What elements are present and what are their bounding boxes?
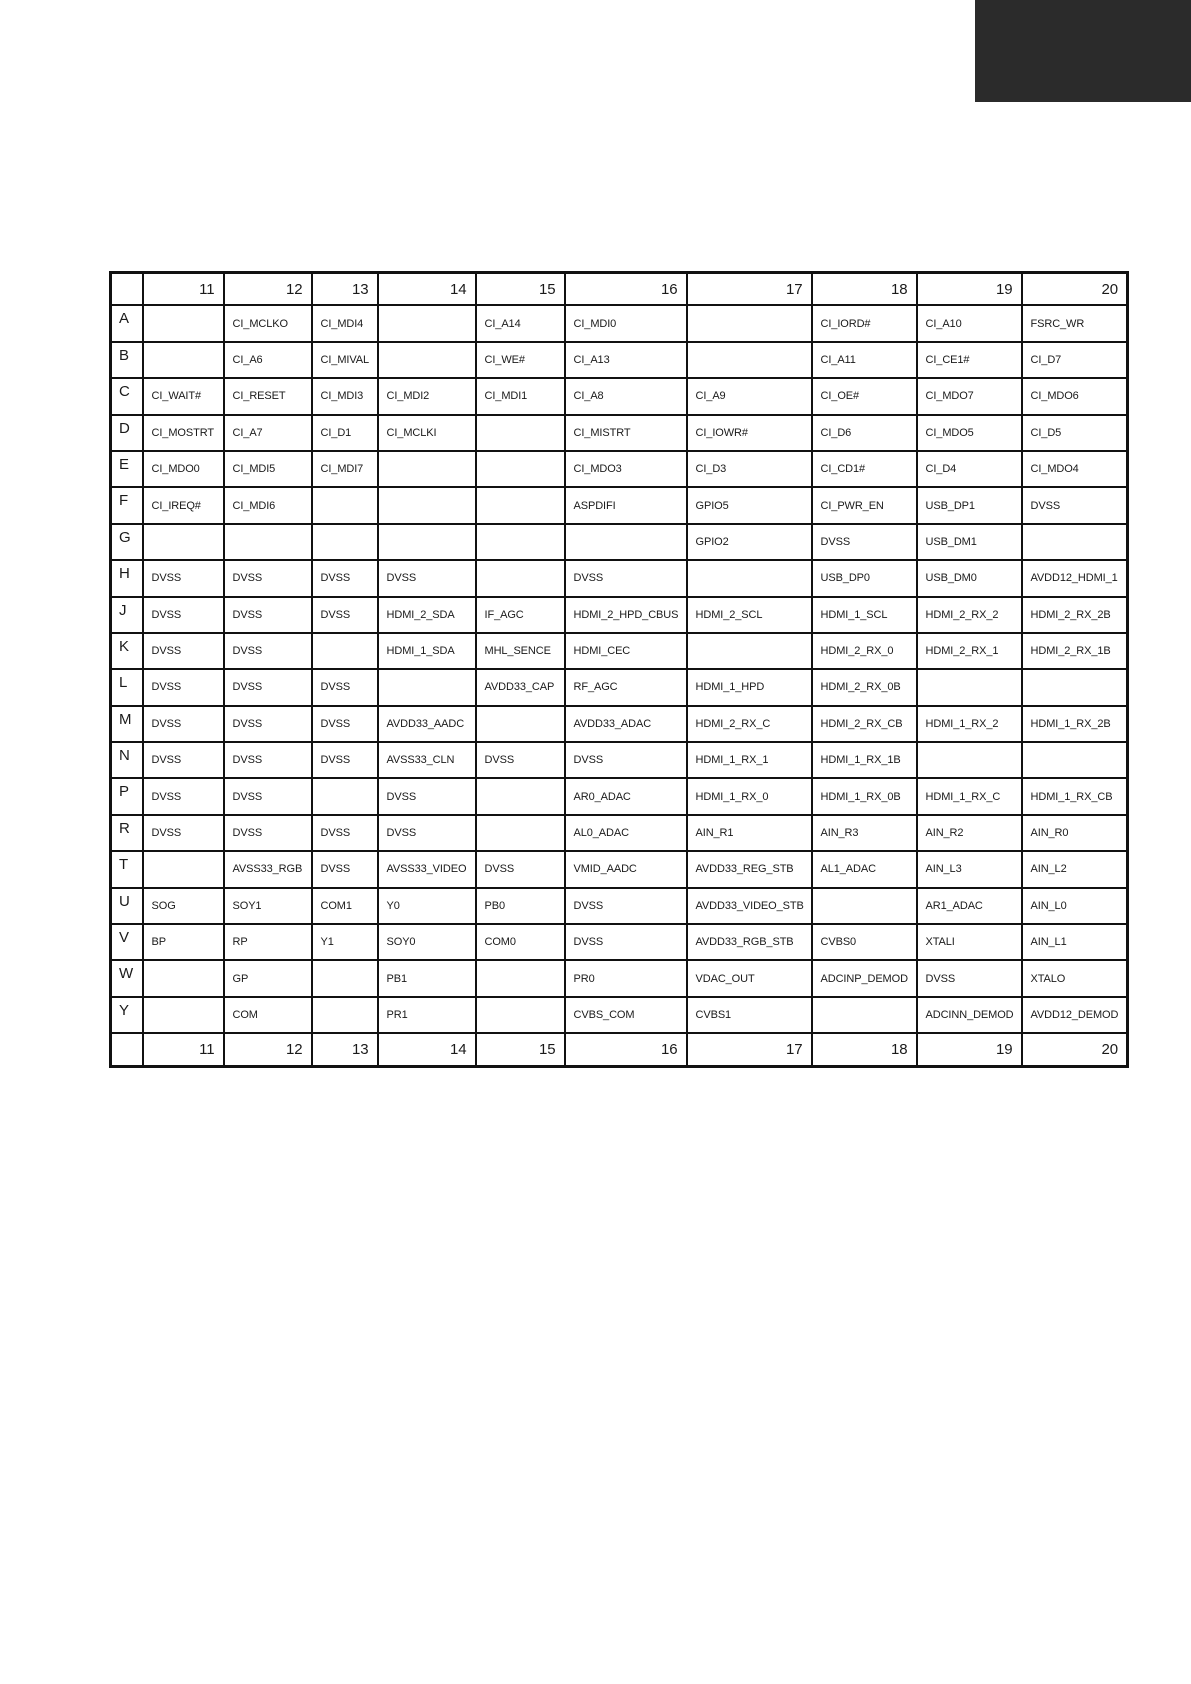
pin-cell bbox=[476, 997, 565, 1033]
pin-cell bbox=[812, 997, 917, 1033]
pin-cell bbox=[687, 560, 812, 596]
row-label: B bbox=[111, 342, 143, 378]
pin-cell: DVSS bbox=[378, 560, 476, 596]
table-row bbox=[111, 742, 1128, 778]
column-header: 19 bbox=[917, 1033, 1022, 1066]
table-row bbox=[111, 305, 1128, 341]
pin-cell: CI_IORD# bbox=[812, 305, 917, 341]
pin-cell: DVSS bbox=[224, 742, 312, 778]
pin-cell: Y1 bbox=[312, 924, 378, 960]
pin-cell: DVSS bbox=[312, 851, 378, 887]
pin-cell: DVSS bbox=[565, 888, 687, 924]
row-label: J bbox=[111, 597, 143, 633]
pin-cell: HDMI_1_RX_1 bbox=[687, 742, 812, 778]
pin-cell: PB1 bbox=[378, 960, 476, 996]
pin-cell bbox=[143, 524, 224, 560]
column-header: 12 bbox=[224, 1033, 312, 1066]
pin-cell: CI_MDI6 bbox=[224, 487, 312, 523]
column-header: 17 bbox=[687, 1033, 812, 1066]
pin-cell: CI_A14 bbox=[476, 305, 565, 341]
table-row bbox=[111, 851, 1128, 887]
pin-cell: HDMI_1_RX_0B bbox=[812, 778, 917, 814]
pin-cell: USB_DM1 bbox=[917, 524, 1022, 560]
column-header: 14 bbox=[378, 1033, 476, 1066]
pin-cell: DVSS bbox=[143, 669, 224, 705]
row-label: Y bbox=[111, 997, 143, 1033]
pin-cell: DVSS bbox=[917, 960, 1022, 996]
pin-cell: VDAC_OUT bbox=[687, 960, 812, 996]
pin-cell: BP bbox=[143, 924, 224, 960]
pin-cell: HDMI_1_SDA bbox=[378, 633, 476, 669]
pin-cell bbox=[143, 851, 224, 887]
pin-cell: CI_A7 bbox=[224, 415, 312, 451]
row-label: L bbox=[111, 669, 143, 705]
pin-cell: ADCINP_DEMOD bbox=[812, 960, 917, 996]
pin-cell: DVSS bbox=[143, 560, 224, 596]
pin-cell bbox=[312, 487, 378, 523]
table-row bbox=[111, 378, 1128, 414]
pin-cell bbox=[476, 560, 565, 596]
row-label: A bbox=[111, 305, 143, 341]
pin-cell: RF_AGC bbox=[565, 669, 687, 705]
pin-cell: VMID_AADC bbox=[565, 851, 687, 887]
table-row bbox=[111, 960, 1128, 996]
pin-cell bbox=[312, 524, 378, 560]
pin-cell: AL1_ADAC bbox=[812, 851, 917, 887]
pin-cell: CI_MDI5 bbox=[224, 451, 312, 487]
table-row bbox=[111, 560, 1128, 596]
column-header: 13 bbox=[312, 273, 378, 306]
pin-cell: CI_A8 bbox=[565, 378, 687, 414]
pin-cell: CI_MDO5 bbox=[917, 415, 1022, 451]
pin-cell: HDMI_2_RX_0 bbox=[812, 633, 917, 669]
pin-cell bbox=[378, 524, 476, 560]
pin-cell bbox=[312, 633, 378, 669]
column-header: 18 bbox=[812, 1033, 917, 1066]
pin-cell: DVSS bbox=[224, 669, 312, 705]
row-label: D bbox=[111, 415, 143, 451]
pin-cell: CI_MCLKI bbox=[378, 415, 476, 451]
pin-cell: AIN_R0 bbox=[1022, 815, 1128, 851]
pin-cell: FSRC_WR bbox=[1022, 305, 1128, 341]
pin-cell: CI_MDI4 bbox=[312, 305, 378, 341]
pin-cell: AL0_ADAC bbox=[565, 815, 687, 851]
row-label: P bbox=[111, 778, 143, 814]
pin-cell: USB_DM0 bbox=[917, 560, 1022, 596]
pin-cell: CI_CD1# bbox=[812, 451, 917, 487]
pin-cell: DVSS bbox=[312, 597, 378, 633]
pin-cell: CI_MDO7 bbox=[917, 378, 1022, 414]
pin-cell: CI_D5 bbox=[1022, 415, 1128, 451]
pin-assignment-table bbox=[109, 271, 1129, 1068]
column-header: 16 bbox=[565, 273, 687, 306]
pin-cell: DVSS bbox=[143, 706, 224, 742]
pin-cell: Y0 bbox=[378, 888, 476, 924]
table-row bbox=[111, 888, 1128, 924]
pin-cell: DVSS bbox=[476, 851, 565, 887]
table-row bbox=[111, 451, 1128, 487]
pin-cell: AIN_R2 bbox=[917, 815, 1022, 851]
pin-cell: AVSS33_CLN bbox=[378, 742, 476, 778]
pin-cell: DVSS bbox=[312, 669, 378, 705]
row-label: M bbox=[111, 706, 143, 742]
pin-cell bbox=[143, 997, 224, 1033]
row-label: K bbox=[111, 633, 143, 669]
pin-cell: CI_WAIT# bbox=[143, 378, 224, 414]
pin-cell: DVSS bbox=[378, 778, 476, 814]
pin-cell: CI_D6 bbox=[812, 415, 917, 451]
pin-cell bbox=[476, 706, 565, 742]
pin-cell: DVSS bbox=[143, 815, 224, 851]
pin-cell bbox=[378, 451, 476, 487]
pin-cell: CI_RESET bbox=[224, 378, 312, 414]
column-header: 11 bbox=[143, 1033, 224, 1066]
pin-cell: DVSS bbox=[224, 778, 312, 814]
pin-cell: CI_MDI2 bbox=[378, 378, 476, 414]
pin-cell: HDMI_2_HPD_CBUS bbox=[565, 597, 687, 633]
pin-cell: XTALO bbox=[1022, 960, 1128, 996]
pin-cell: HDMI_2_RX_1 bbox=[917, 633, 1022, 669]
row-label: C bbox=[111, 378, 143, 414]
pin-cell: GPIO2 bbox=[687, 524, 812, 560]
pin-cell: CI_MDO4 bbox=[1022, 451, 1128, 487]
pin-cell: SOY0 bbox=[378, 924, 476, 960]
pin-cell: CI_MDO3 bbox=[565, 451, 687, 487]
table-row bbox=[111, 524, 1128, 560]
pin-cell: CI_MIVAL bbox=[312, 342, 378, 378]
column-header: 13 bbox=[312, 1033, 378, 1066]
column-header: 20 bbox=[1022, 1033, 1128, 1066]
pin-cell: DVSS bbox=[224, 560, 312, 596]
pin-cell: AVDD12_HDMI_1 bbox=[1022, 560, 1128, 596]
pin-cell: PR0 bbox=[565, 960, 687, 996]
pin-cell: AR1_ADAC bbox=[917, 888, 1022, 924]
pin-cell: AVDD12_DEMOD bbox=[1022, 997, 1128, 1033]
pin-cell: DVSS bbox=[224, 633, 312, 669]
pin-cell: HDMI_2_SCL bbox=[687, 597, 812, 633]
pin-cell: AVDD33_AADC bbox=[378, 706, 476, 742]
pin-cell: HDMI_1_SCL bbox=[812, 597, 917, 633]
column-header: 20 bbox=[1022, 273, 1128, 306]
pin-cell bbox=[378, 669, 476, 705]
pin-cell: USB_DP1 bbox=[917, 487, 1022, 523]
column-header: 17 bbox=[687, 273, 812, 306]
pin-cell: CI_MCLKO bbox=[224, 305, 312, 341]
pin-cell: MHL_SENCE bbox=[476, 633, 565, 669]
pin-cell: HDMI_2_SDA bbox=[378, 597, 476, 633]
pin-cell: DVSS bbox=[312, 815, 378, 851]
pin-cell: GP bbox=[224, 960, 312, 996]
pin-cell: GPIO5 bbox=[687, 487, 812, 523]
pin-cell: DVSS bbox=[143, 742, 224, 778]
pin-cell bbox=[476, 815, 565, 851]
pin-cell: DVSS bbox=[476, 742, 565, 778]
pin-cell: AVDD33_ADAC bbox=[565, 706, 687, 742]
pin-cell: CI_MISTRT bbox=[565, 415, 687, 451]
table-row bbox=[111, 815, 1128, 851]
header-row-bottom bbox=[111, 1033, 1128, 1066]
pin-cell: AIN_L2 bbox=[1022, 851, 1128, 887]
pin-cell: DVSS bbox=[143, 597, 224, 633]
pin-cell bbox=[143, 960, 224, 996]
column-header: 19 bbox=[917, 273, 1022, 306]
column-header: 12 bbox=[224, 273, 312, 306]
pin-cell: CI_MDI3 bbox=[312, 378, 378, 414]
pin-cell bbox=[378, 487, 476, 523]
pin-cell: COM0 bbox=[476, 924, 565, 960]
pin-cell: AVDD33_RGB_STB bbox=[687, 924, 812, 960]
pin-cell bbox=[1022, 524, 1128, 560]
pin-cell bbox=[565, 524, 687, 560]
pin-cell: AIN_R3 bbox=[812, 815, 917, 851]
pin-table-body bbox=[111, 273, 1128, 1067]
pin-cell: HDMI_1_RX_CB bbox=[1022, 778, 1128, 814]
pin-cell: PR1 bbox=[378, 997, 476, 1033]
pin-cell bbox=[224, 524, 312, 560]
pin-cell bbox=[1022, 742, 1128, 778]
pin-cell: DVSS bbox=[224, 706, 312, 742]
pin-cell bbox=[917, 669, 1022, 705]
pin-cell: DVSS bbox=[1022, 487, 1128, 523]
pin-cell: HDMI_1_RX_C bbox=[917, 778, 1022, 814]
pin-cell: CI_IOWR# bbox=[687, 415, 812, 451]
column-header: 14 bbox=[378, 273, 476, 306]
pin-cell: AVDD33_REG_STB bbox=[687, 851, 812, 887]
corner-cell bbox=[111, 1033, 143, 1066]
pin-cell bbox=[687, 342, 812, 378]
pin-cell: DVSS bbox=[224, 597, 312, 633]
pin-cell: CI_WE# bbox=[476, 342, 565, 378]
pin-cell: HDMI_1_HPD bbox=[687, 669, 812, 705]
pin-cell: HDMI_2_RX_C bbox=[687, 706, 812, 742]
pin-cell bbox=[1022, 669, 1128, 705]
pin-cell: DVSS bbox=[565, 924, 687, 960]
pin-cell: HDMI_2_RX_0B bbox=[812, 669, 917, 705]
pin-cell: AIN_L0 bbox=[1022, 888, 1128, 924]
pin-cell: CI_IREQ# bbox=[143, 487, 224, 523]
pin-cell: AIN_L1 bbox=[1022, 924, 1128, 960]
pin-cell: CVBS1 bbox=[687, 997, 812, 1033]
pin-cell: CI_A9 bbox=[687, 378, 812, 414]
pin-cell: IF_AGC bbox=[476, 597, 565, 633]
pin-cell: CI_A11 bbox=[812, 342, 917, 378]
pin-cell: CI_D4 bbox=[917, 451, 1022, 487]
pin-cell: AVDD33_VIDEO_STB bbox=[687, 888, 812, 924]
pin-cell: HDMI_1_RX_1B bbox=[812, 742, 917, 778]
column-header: 16 bbox=[565, 1033, 687, 1066]
pin-cell bbox=[143, 342, 224, 378]
pin-cell: HDMI_CEC bbox=[565, 633, 687, 669]
pin-cell bbox=[312, 997, 378, 1033]
pin-cell: HDMI_2_RX_CB bbox=[812, 706, 917, 742]
pin-cell: CI_MOSTRT bbox=[143, 415, 224, 451]
row-label: N bbox=[111, 742, 143, 778]
pin-cell: DVSS bbox=[565, 560, 687, 596]
header-row-top bbox=[111, 273, 1128, 306]
pin-cell: USB_DP0 bbox=[812, 560, 917, 596]
table-row bbox=[111, 487, 1128, 523]
pin-cell bbox=[378, 305, 476, 341]
pin-cell: CI_D1 bbox=[312, 415, 378, 451]
pin-cell: CI_MDI7 bbox=[312, 451, 378, 487]
pin-cell bbox=[476, 524, 565, 560]
pin-cell: AVSS33_VIDEO bbox=[378, 851, 476, 887]
pin-cell: AVSS33_RGB bbox=[224, 851, 312, 887]
pin-cell bbox=[476, 960, 565, 996]
table-row bbox=[111, 778, 1128, 814]
pin-cell bbox=[812, 888, 917, 924]
pin-cell: DVSS bbox=[312, 706, 378, 742]
table-row bbox=[111, 706, 1128, 742]
table-row bbox=[111, 924, 1128, 960]
pin-cell: SOY1 bbox=[224, 888, 312, 924]
pin-cell: DVSS bbox=[812, 524, 917, 560]
pin-cell: HDMI_1_RX_2B bbox=[1022, 706, 1128, 742]
page-corner-block bbox=[975, 0, 1191, 102]
pin-cell: CI_CE1# bbox=[917, 342, 1022, 378]
pin-cell: CI_PWR_EN bbox=[812, 487, 917, 523]
column-header: 15 bbox=[476, 1033, 565, 1066]
pin-cell: CI_MDO0 bbox=[143, 451, 224, 487]
pin-cell: COM bbox=[224, 997, 312, 1033]
pin-cell: DVSS bbox=[143, 778, 224, 814]
pin-cell bbox=[476, 487, 565, 523]
pin-cell: DVSS bbox=[143, 633, 224, 669]
column-header: 15 bbox=[476, 273, 565, 306]
pin-cell: AVDD33_CAP bbox=[476, 669, 565, 705]
pin-cell: SOG bbox=[143, 888, 224, 924]
row-label: R bbox=[111, 815, 143, 851]
pin-cell: CI_D7 bbox=[1022, 342, 1128, 378]
table-row bbox=[111, 669, 1128, 705]
table-row bbox=[111, 597, 1128, 633]
column-header: 18 bbox=[812, 273, 917, 306]
table-row bbox=[111, 633, 1128, 669]
row-label: F bbox=[111, 487, 143, 523]
row-label: H bbox=[111, 560, 143, 596]
pin-cell: CI_A10 bbox=[917, 305, 1022, 341]
pin-cell bbox=[378, 342, 476, 378]
row-label: V bbox=[111, 924, 143, 960]
pin-cell: CI_MDI1 bbox=[476, 378, 565, 414]
column-header: 11 bbox=[143, 273, 224, 306]
pin-cell: HDMI_2_RX_1B bbox=[1022, 633, 1128, 669]
pin-cell: CI_OE# bbox=[812, 378, 917, 414]
pin-cell: AIN_L3 bbox=[917, 851, 1022, 887]
pin-cell: HDMI_1_RX_0 bbox=[687, 778, 812, 814]
pin-cell: ADCINN_DEMOD bbox=[917, 997, 1022, 1033]
pin-cell bbox=[687, 633, 812, 669]
pin-cell: DVSS bbox=[224, 815, 312, 851]
pin-cell bbox=[312, 960, 378, 996]
pin-cell: CI_MDO6 bbox=[1022, 378, 1128, 414]
pin-cell bbox=[917, 742, 1022, 778]
row-label: W bbox=[111, 960, 143, 996]
pin-cell bbox=[143, 305, 224, 341]
corner-cell bbox=[111, 273, 143, 306]
pin-cell: DVSS bbox=[312, 560, 378, 596]
table-row bbox=[111, 997, 1128, 1033]
pin-cell bbox=[476, 415, 565, 451]
pin-cell: CI_D3 bbox=[687, 451, 812, 487]
table-row bbox=[111, 415, 1128, 451]
pin-cell bbox=[687, 305, 812, 341]
pin-cell: PB0 bbox=[476, 888, 565, 924]
pin-cell: DVSS bbox=[312, 742, 378, 778]
pin-cell bbox=[312, 778, 378, 814]
table-row bbox=[111, 342, 1128, 378]
row-label: U bbox=[111, 888, 143, 924]
row-label: T bbox=[111, 851, 143, 887]
pin-cell: XTALI bbox=[917, 924, 1022, 960]
pin-cell bbox=[476, 451, 565, 487]
pin-cell: CVBS_COM bbox=[565, 997, 687, 1033]
pin-cell: DVSS bbox=[378, 815, 476, 851]
pin-cell: CI_A13 bbox=[565, 342, 687, 378]
pin-cell: CI_A6 bbox=[224, 342, 312, 378]
pin-cell: COM1 bbox=[312, 888, 378, 924]
pin-cell bbox=[476, 778, 565, 814]
pin-cell: HDMI_2_RX_2B bbox=[1022, 597, 1128, 633]
row-label: G bbox=[111, 524, 143, 560]
pin-cell: ASPDIFI bbox=[565, 487, 687, 523]
pin-cell: DVSS bbox=[565, 742, 687, 778]
pin-cell: CVBS0 bbox=[812, 924, 917, 960]
pin-cell: AR0_ADAC bbox=[565, 778, 687, 814]
pin-cell: RP bbox=[224, 924, 312, 960]
row-label: E bbox=[111, 451, 143, 487]
pin-cell: HDMI_1_RX_2 bbox=[917, 706, 1022, 742]
pin-cell: AIN_R1 bbox=[687, 815, 812, 851]
pin-cell: HDMI_2_RX_2 bbox=[917, 597, 1022, 633]
pin-cell: CI_MDI0 bbox=[565, 305, 687, 341]
